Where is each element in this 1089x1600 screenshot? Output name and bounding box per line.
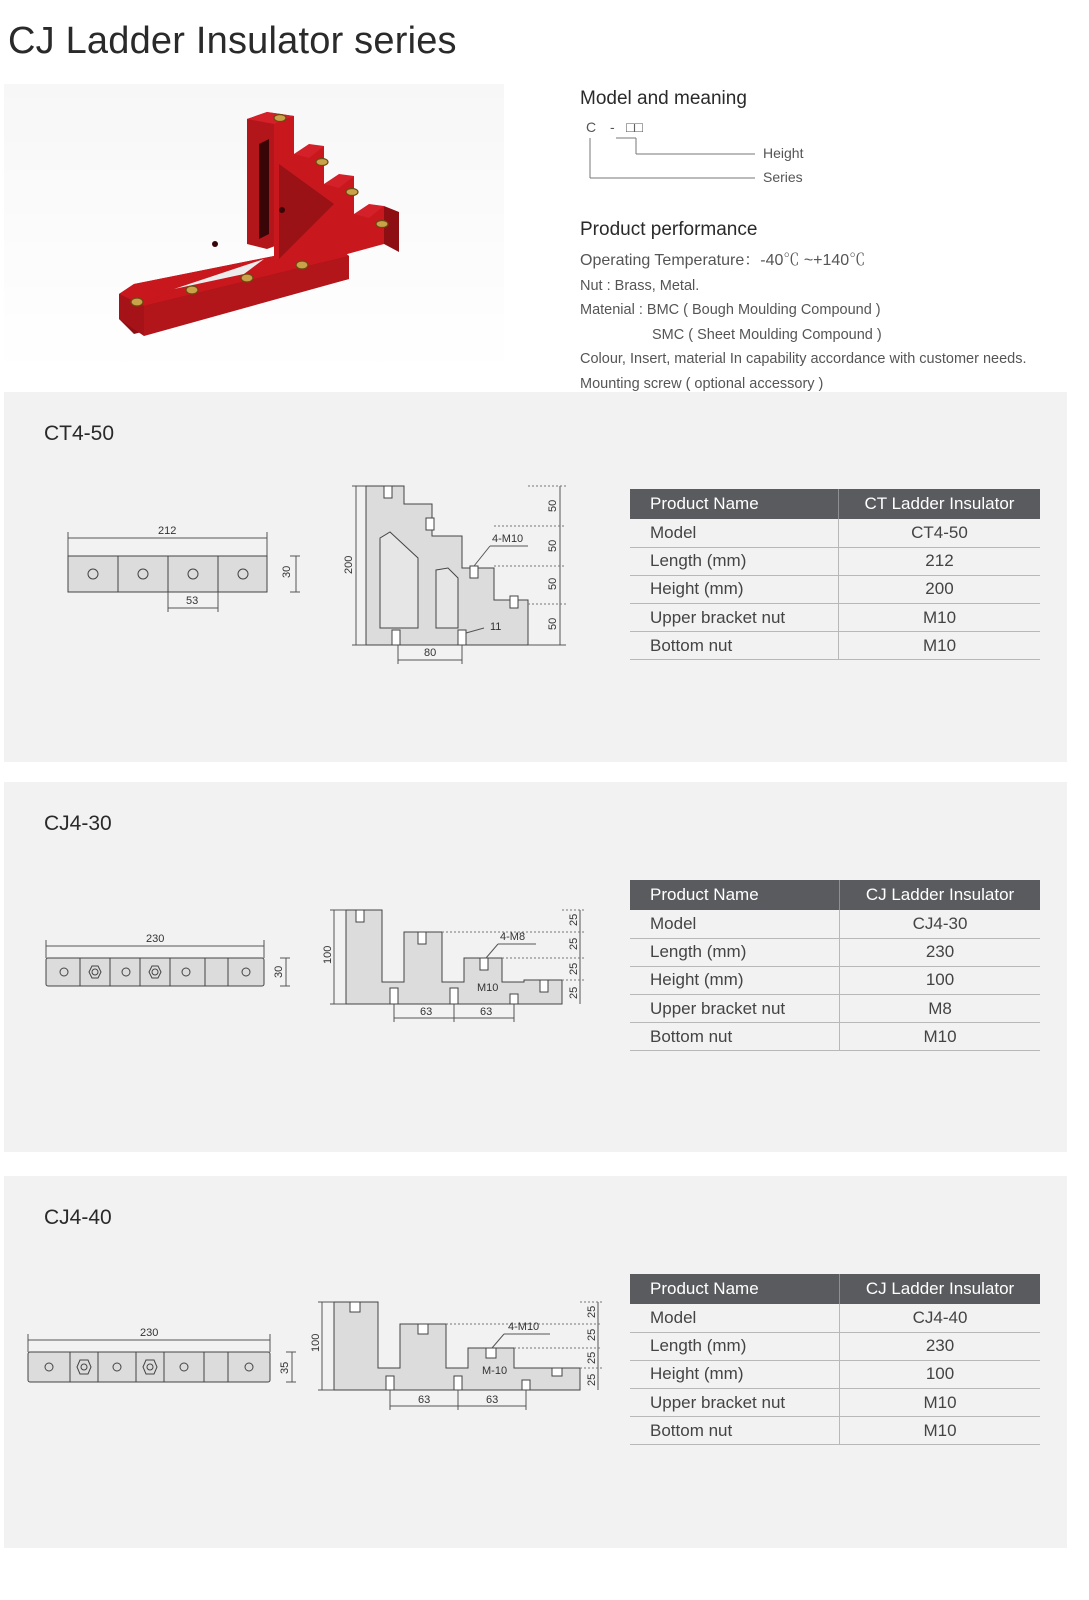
table-row — [630, 1417, 1040, 1445]
row-value: M10 — [840, 1389, 1040, 1417]
top-view-drawing — [40, 928, 300, 998]
row-label: Upper bracket nut — [630, 1389, 840, 1417]
row-label: Bottom nut — [630, 632, 838, 660]
row-label: Model — [630, 519, 838, 547]
table-header-row — [630, 1274, 1040, 1304]
dim-length: 212 — [158, 525, 177, 537]
top-view-drawing — [22, 1322, 302, 1392]
table-row — [630, 1023, 1040, 1051]
table-header-row — [630, 880, 1040, 910]
row-value: M10 — [840, 1417, 1040, 1445]
section-cj4-40 — [4, 1176, 1067, 1548]
dim-step-2: 50 — [547, 539, 559, 552]
dim-base: 80 — [424, 647, 437, 659]
table-row — [630, 1360, 1040, 1388]
dim-thread: 4-M10 — [508, 1321, 540, 1333]
dim-bottom-nut: M10 — [477, 982, 499, 994]
dim-step-2: 25 — [568, 937, 580, 950]
row-label: Bottom nut — [630, 1417, 840, 1445]
dim-pitch-1: 63 — [420, 1006, 433, 1018]
table-row — [630, 966, 1040, 994]
dim-height: 100 — [310, 1333, 322, 1352]
row-label: Length (mm) — [630, 1332, 840, 1360]
dim-thread: 4-M8 — [500, 931, 526, 943]
row-label: Length (mm) — [630, 547, 838, 575]
table-row — [630, 1332, 1040, 1360]
dim-step-4: 25 — [568, 986, 580, 999]
dim-length: 230 — [146, 933, 165, 945]
perf-line-nut: Nut : Brass, Metal. — [580, 277, 700, 294]
spec-table — [630, 489, 1040, 660]
table-row — [630, 1389, 1040, 1417]
side-view-drawing — [310, 1296, 608, 1414]
row-label: Length (mm) — [630, 938, 840, 966]
dim-pitch-2: 63 — [486, 1394, 499, 1406]
dim-width: 30 — [273, 965, 285, 978]
section-title: CT4-50 — [44, 422, 115, 445]
dim-bottom-nut: M-10 — [482, 1365, 508, 1377]
dim-pitch-2: 63 — [480, 1006, 493, 1018]
dim-step-4: 50 — [547, 617, 559, 630]
code-boxes: □□ — [626, 119, 643, 135]
product-image — [4, 84, 504, 374]
spec-table — [630, 1274, 1040, 1445]
code-prefix: C — [586, 119, 597, 135]
model-meaning-title: Model and meaning — [580, 88, 747, 109]
table-row — [630, 547, 1040, 575]
row-value: CJ4-40 — [840, 1304, 1040, 1332]
dim-thread: 4-M10 — [492, 533, 524, 545]
section-cj4-30 — [4, 782, 1067, 1152]
row-value: M10 — [838, 604, 1040, 632]
row-label: Upper bracket nut — [630, 995, 840, 1023]
table-row — [630, 995, 1040, 1023]
section-ct4-50 — [4, 392, 1067, 762]
row-value: CT4-50 — [838, 519, 1040, 547]
table-header-cell: Product Name — [630, 489, 838, 519]
dim-height: 200 — [343, 555, 355, 574]
code-dash: - — [610, 119, 615, 135]
row-value: CJ4-30 — [840, 910, 1040, 938]
table-row — [630, 519, 1040, 547]
table-row — [630, 632, 1040, 660]
section-title: CJ4-30 — [44, 812, 112, 835]
row-label: Bottom nut — [630, 1023, 840, 1051]
row-label: Model — [630, 1304, 840, 1332]
table-header-cell: CJ Ladder Insulator — [840, 880, 1040, 910]
table-row — [630, 604, 1040, 632]
info-panel — [580, 88, 1080, 396]
row-value: 100 — [840, 966, 1040, 994]
spec-table — [630, 880, 1040, 1051]
perf-line-temperature: Operating Temperature：-40℃ ~+140℃ — [580, 252, 866, 269]
row-value: M10 — [840, 1023, 1040, 1051]
page-title: CJ Ladder Insulator series — [8, 20, 457, 62]
dim-step-3: 25 — [586, 1351, 598, 1364]
row-label: Height (mm) — [630, 575, 838, 603]
dim-step-2: 25 — [586, 1328, 598, 1341]
performance-title: Product performance — [580, 219, 758, 240]
perf-line-material: Matenial : BMC ( Bough Moulding Compound ) — [580, 302, 881, 318]
perf-line-mounting: Mounting screw ( optional accessory ) — [580, 375, 824, 392]
dim-width: 35 — [279, 1361, 291, 1374]
series-label: Series — [763, 169, 803, 185]
dim-pitch-1: 63 — [418, 1394, 431, 1406]
row-value: M8 — [840, 995, 1040, 1023]
row-value: 100 — [840, 1360, 1040, 1388]
perf-line-colour: Colour, Insert, material In capability accordance with customer needs. — [580, 351, 1027, 367]
table-header-row — [630, 489, 1040, 519]
row-value: M10 — [838, 632, 1040, 660]
dim-length: 230 — [140, 1327, 159, 1339]
dim-width: 30 — [281, 565, 293, 578]
perf-line-material-smc: SMC ( Sheet Moulding Compound ) — [652, 326, 882, 343]
dim-slot: 11 — [490, 621, 502, 633]
dim-step-4: 25 — [586, 1373, 598, 1386]
row-label: Model — [630, 910, 840, 938]
table-row — [630, 910, 1040, 938]
dim-step-3: 50 — [547, 577, 559, 590]
table-header-cell: CT Ladder Insulator — [838, 489, 1040, 519]
dim-step-3: 25 — [568, 962, 580, 975]
row-label: Upper bracket nut — [630, 604, 838, 632]
dim-pitch: 53 — [186, 595, 199, 607]
dim-height: 100 — [322, 945, 334, 964]
table-row — [630, 575, 1040, 603]
table-header-cell: Product Name — [630, 1274, 840, 1304]
dim-step-1: 25 — [568, 913, 580, 926]
table-row — [630, 938, 1040, 966]
row-value: 212 — [838, 547, 1040, 575]
dim-step-1: 25 — [586, 1305, 598, 1318]
row-value: 230 — [840, 938, 1040, 966]
top-view-drawing — [60, 520, 310, 620]
dim-step-1: 50 — [547, 499, 559, 512]
section-title: CJ4-40 — [44, 1206, 112, 1229]
side-view-drawing — [322, 902, 592, 1022]
row-value: 200 — [838, 575, 1040, 603]
model-code-diagram — [580, 118, 840, 196]
side-view-drawing — [334, 478, 574, 674]
row-label: Height (mm) — [630, 966, 840, 994]
row-label: Height (mm) — [630, 1360, 840, 1388]
table-header-cell: CJ Ladder Insulator — [840, 1274, 1040, 1304]
table-row — [630, 1304, 1040, 1332]
table-header-cell: Product Name — [630, 880, 840, 910]
row-value: 230 — [840, 1332, 1040, 1360]
height-label: Height — [763, 145, 804, 161]
